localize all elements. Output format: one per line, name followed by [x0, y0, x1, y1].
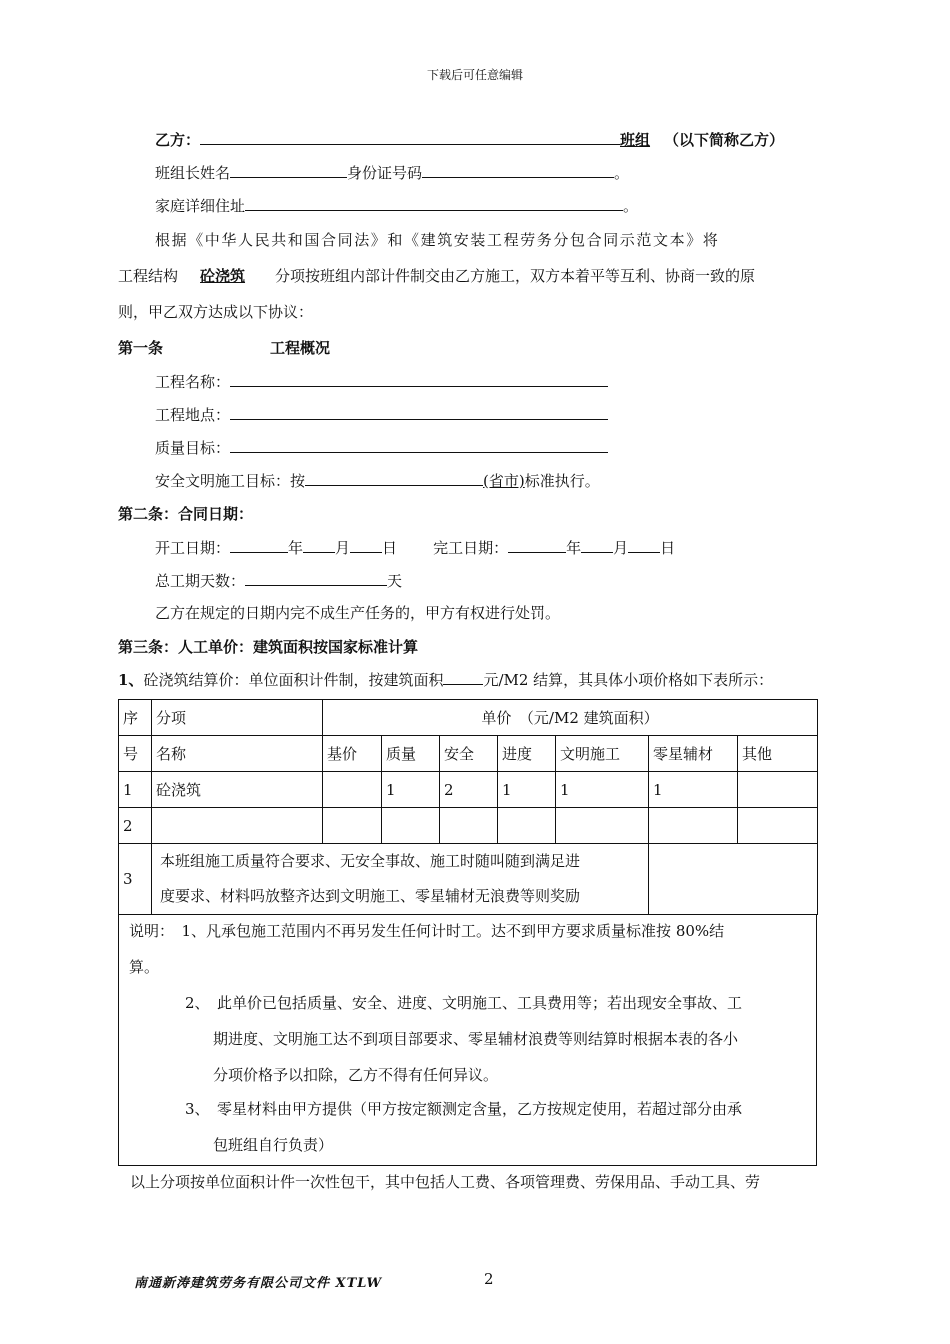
col-header-civilized: 文明施工	[556, 736, 649, 772]
reward-text-line-2: 度要求、材料吗放整齐达到文明施工、零星辅材无浪费等则奖励	[160, 887, 581, 905]
id-blank	[422, 161, 614, 178]
end-year-unit: 年	[566, 539, 582, 557]
end-month-blank	[581, 536, 613, 553]
leader-name-blank	[230, 161, 347, 178]
total-days-line	[155, 569, 402, 591]
cell-quality	[382, 808, 440, 844]
total-days-label: 总工期天数：	[155, 572, 246, 590]
project-name-blank	[230, 370, 608, 387]
col-header-materials: 零星辅材	[649, 736, 738, 772]
leader-end: 。	[614, 164, 630, 182]
party-b-label: 乙方：	[155, 131, 201, 149]
item-header-top: 分项	[152, 700, 323, 736]
row-seq: 1	[119, 772, 152, 808]
quality-target-label: 质量目标：	[155, 439, 231, 457]
cell-base	[323, 808, 382, 844]
footer-company: 南通新涛建筑劳务有限公司文件 XTLW	[134, 1276, 383, 1291]
reward-amount-cell	[649, 844, 818, 915]
safety-region: (省市)	[483, 472, 525, 490]
note-line-3: 2、 此单价已包括质量、安全、进度、文明施工、工具费用等；若出现安全事故、工	[185, 994, 743, 1012]
address-line	[155, 194, 638, 216]
cell-quality: 1	[382, 772, 440, 808]
cell-civilized: 1	[556, 772, 649, 808]
address-label: 家庭详细住址	[155, 197, 246, 215]
cell-base	[323, 772, 382, 808]
note-line-4: 期进度、文明施工达不到项目部要求、零星辅材浪费等则结算时根据本表的各小	[213, 1030, 739, 1048]
table-header-row	[119, 700, 818, 736]
row-seq: 2	[119, 808, 152, 844]
cell-other	[738, 808, 818, 844]
col-header-safety: 安全	[440, 736, 498, 772]
article-1-title: 工程概况	[270, 339, 331, 357]
start-month-blank	[303, 536, 335, 553]
safety-target-suffix: 标准执行。	[524, 472, 600, 490]
price-table	[118, 699, 818, 915]
address-end: 。	[623, 197, 639, 215]
price-item-1-suffix: 元/M2 结算，其具体小项价格如下表所示：	[483, 671, 774, 689]
start-day-unit: 日	[382, 539, 398, 557]
safety-target-blank	[305, 469, 483, 486]
row-seq: 3	[119, 844, 152, 915]
end-month-unit: 月	[613, 539, 629, 557]
unit-price-header: 单价 （元/M2 建筑面积）	[323, 700, 818, 736]
article-1-number: 第一条	[118, 339, 164, 357]
reward-text-line-1: 本班组施工质量符合要求、无安全事故、施工时随叫随到满足进	[160, 852, 581, 870]
col-header-base: 基价	[323, 736, 382, 772]
table-row-reward	[119, 844, 818, 915]
final-paragraph-line: 以上分项按单位面积计件一次性包干，其中包括人工费、各项管理费、劳保用品、手动工具、劳	[130, 1173, 761, 1191]
quality-target-blank	[230, 436, 608, 453]
seq-header-bottom: 号	[119, 736, 152, 772]
end-year-blank	[508, 536, 566, 553]
intro-line-3: 则，甲乙双方达成以下协议：	[118, 303, 314, 321]
start-date-label: 开工日期：	[155, 539, 231, 557]
start-day-blank	[350, 536, 382, 553]
leader-name-label: 班组长姓名	[155, 164, 231, 182]
start-year-unit: 年	[288, 539, 304, 557]
safety-target-line	[155, 469, 600, 491]
price-item-1	[118, 668, 773, 690]
total-days-unit: 天	[387, 572, 403, 590]
page-number: 2	[484, 1270, 494, 1288]
seq-header-top: 序	[119, 700, 152, 736]
intro-prefix: 工程结构	[118, 267, 179, 285]
start-month-unit: 月	[335, 539, 351, 557]
page-header: 下载后可任意编辑	[426, 68, 523, 82]
start-year-blank	[230, 536, 288, 553]
end-day-unit: 日	[660, 539, 676, 557]
cell-progress: 1	[498, 772, 556, 808]
cell-materials	[649, 808, 738, 844]
row-name	[152, 808, 323, 844]
note-line-6: 3、 零星材料由甲方提供（甲方按定额测定含量，乙方按规定使用，若超过部分由承	[185, 1100, 743, 1118]
notes-box	[118, 914, 817, 1166]
intro-line-2	[118, 265, 755, 286]
cell-safety	[440, 808, 498, 844]
intro-item: 砼浇筑	[200, 267, 246, 285]
article-3-title: 第三条：人工单价：建筑面积按国家标准计算	[118, 638, 419, 656]
total-days-blank	[245, 569, 387, 586]
table-row	[119, 772, 818, 808]
party-b-line	[155, 128, 784, 150]
team-label: 班组	[620, 131, 651, 149]
project-location-line	[155, 403, 608, 425]
project-name-line	[155, 370, 608, 392]
project-location-blank	[230, 403, 608, 420]
party-b-suffix: （以下简称乙方）	[664, 131, 785, 149]
intro-line-1: 根据《中华人民共和国合同法》和《建筑安装工程劳务分包合同示范文本》将	[155, 231, 720, 249]
reward-description	[152, 844, 649, 915]
intro-suffix: 分项按班组内部计件制交由乙方施工，双方本着平等互利、协商一致的原	[275, 267, 756, 285]
leader-line	[155, 161, 629, 183]
table-subheader-row	[119, 736, 818, 772]
cell-materials: 1	[649, 772, 738, 808]
col-header-other: 其他	[738, 736, 818, 772]
cell-safety: 2	[440, 772, 498, 808]
col-header-progress: 进度	[498, 736, 556, 772]
note-line-1: 说明： 1、凡承包施工范围内不再另发生任何计时工。达不到甲方要求质量标准按 80%结	[129, 922, 725, 940]
article-2-title: 第二条：合同日期：	[118, 505, 254, 523]
price-item-1-number: 1、	[118, 671, 144, 689]
safety-target-label: 安全文明施工目标：按	[155, 472, 306, 490]
end-day-blank	[628, 536, 660, 553]
address-blank	[245, 194, 623, 211]
row-name: 砼浇筑	[152, 772, 323, 808]
contract-dates-line	[155, 536, 675, 558]
party-b-blank	[200, 128, 620, 145]
cell-other	[738, 772, 818, 808]
cell-progress	[498, 808, 556, 844]
cell-civilized	[556, 808, 649, 844]
col-header-quality: 质量	[382, 736, 440, 772]
note-line-5: 分项价格予以扣除，乙方不得有任何异议。	[213, 1066, 499, 1084]
end-date-label: 完工日期：	[433, 539, 509, 557]
penalty-clause: 乙方在规定的日期内完不成生产任务的，甲方有权进行处罚。	[155, 604, 561, 622]
project-name-label: 工程名称：	[155, 373, 231, 391]
note-line-2: 算。	[129, 958, 160, 976]
id-label: 身份证号码	[347, 164, 423, 182]
quality-target-line	[155, 436, 608, 458]
price-item-1-label: 砼浇筑结算价：单位面积计件制，按建筑面积	[143, 671, 444, 689]
item-header-bottom: 名称	[152, 736, 323, 772]
table-row	[119, 808, 818, 844]
project-location-label: 工程地点：	[155, 406, 231, 424]
price-blank	[443, 668, 483, 685]
note-line-7: 包班组自行负责）	[213, 1136, 334, 1154]
